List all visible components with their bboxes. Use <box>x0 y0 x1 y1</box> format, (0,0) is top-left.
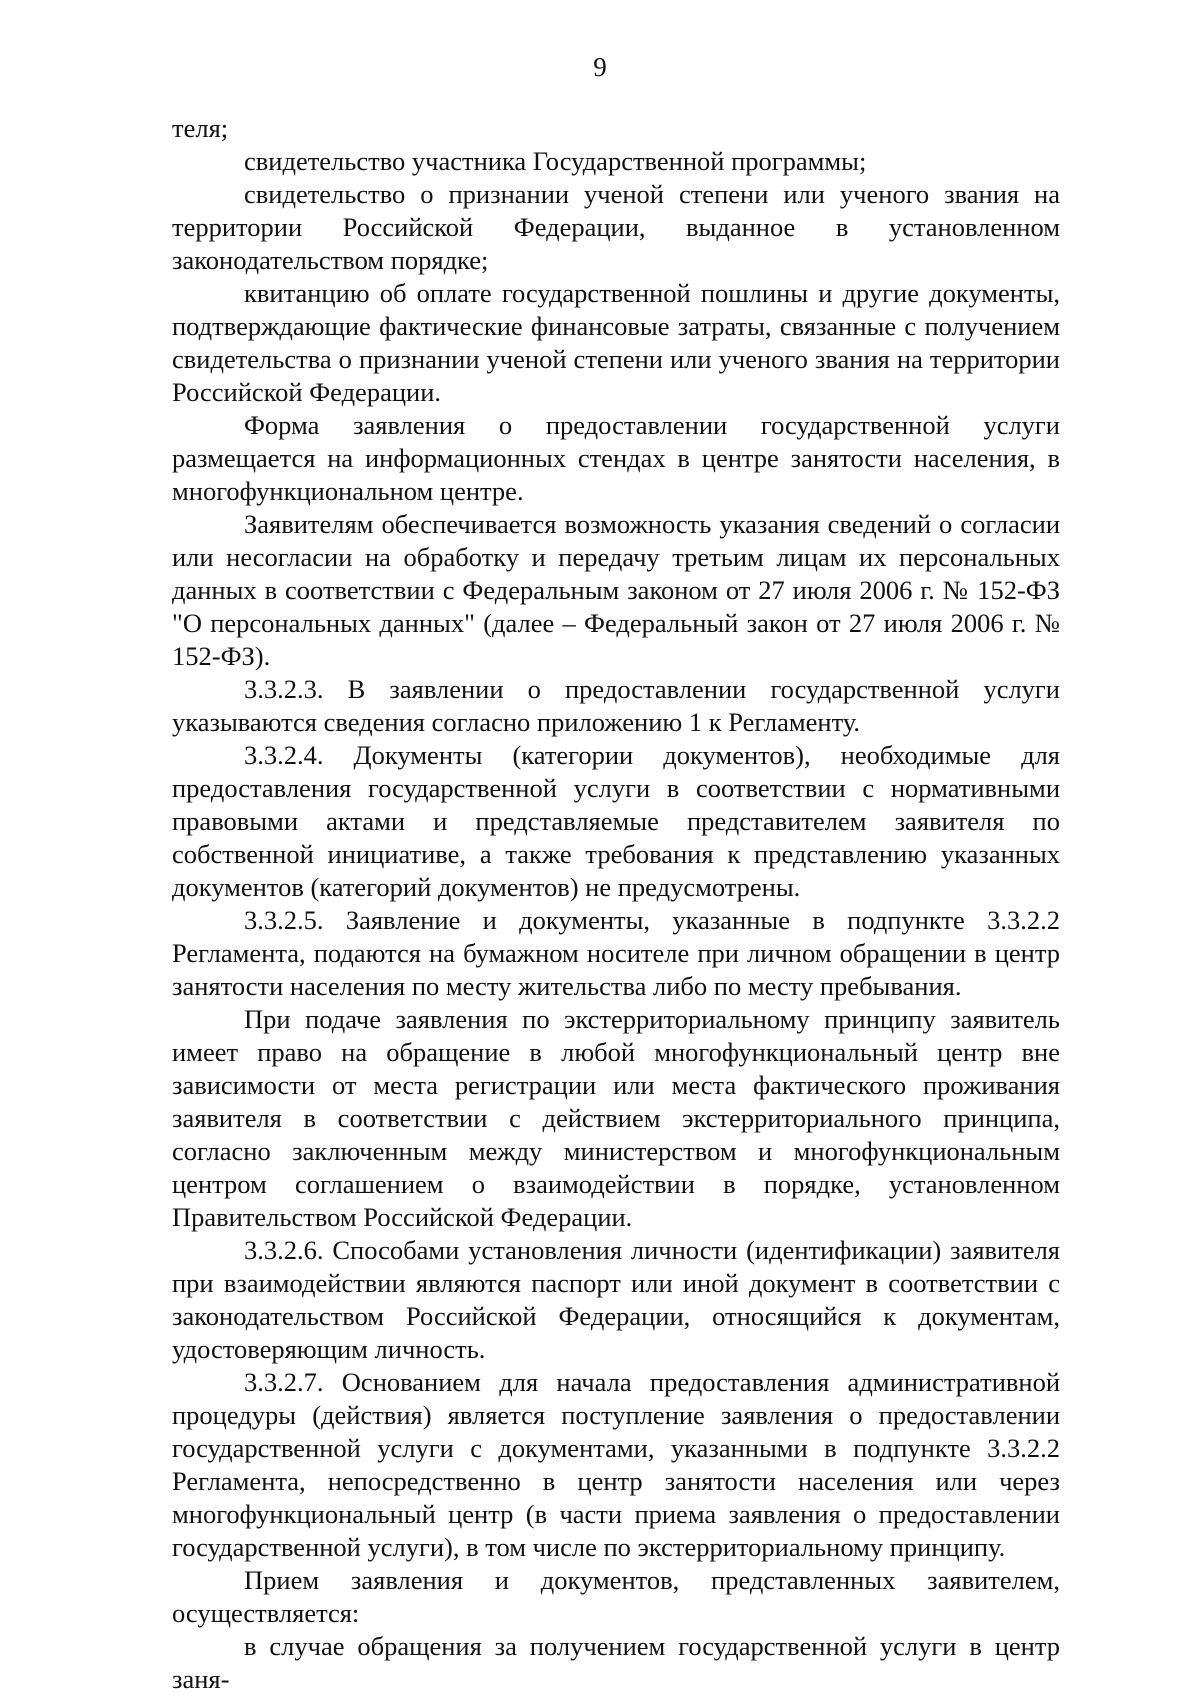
paragraph-reception: Прием заявления и документов, представленных заявителем, осуществляется: <box>172 1565 1060 1628</box>
paragraph-3-3-2-4: 3.3.2.4. Документы (категории документов), необходимые для предоставления государственной услуги в соответствии с нормативными правовыми актами и представляемые представителем заявителя по собственной инициативе, а также требования к представлению указанных документов (категорий документов) не предусмотрены. <box>172 740 1060 902</box>
paragraph-3-3-2-3: 3.3.2.3. В заявлении о предоставлении государственной услуги указываются сведения согласно приложению 1 к Регламенту. <box>172 674 1060 737</box>
paragraph-3-3-2-6: 3.3.2.6. Способами установления личности (идентификации) заявителя при взаимодействии являются паспорт или иной документ в соответствии с законодательством Российской Федерации, относящийся к документам, удостоверяющим личность. <box>172 1235 1060 1364</box>
paragraph-participant-certificate: свидетельство участника Государственной программы; <box>244 146 867 176</box>
page-number: 9 <box>593 52 607 82</box>
paragraph-application-form: Форма заявления о предоставлении государственной услуги размещается на информационных стендах в центре занятости населения, в многофункциональном центре. <box>172 410 1060 506</box>
paragraph-personal-data-consent: Заявителям обеспечивается возможность указания сведений о согласии или несогласии на обработку и передачу третьим лицам их персональных данных в соответствии с Федеральным законом от 27 июля 2006 г. № 152-ФЗ "О персональных данных" (далее – Федеральный закон от 27 июля 2006 г. № 152-ФЗ). <box>172 509 1060 671</box>
paragraph-3-3-2-7: 3.3.2.7. Основанием для начала предоставления административной процедуры (действия) является поступление заявления о предоставлении государственной услуги с документами, указанными в подпункте 3.3.2.2 Регламента, непосредственно в центр занятости населения или через многофункциональный центр (в части приема заявления о предоставлении государственной услуги), в том числе по экстерриториальному принципу. <box>172 1367 1060 1562</box>
paragraph-3-3-2-5: 3.3.2.5. Заявление и документы, указанные в подпункте 3.3.2.2 Регламента, подаются на бумажном носителе при личном обращении в центр занятости населения по месту жительства либо по месту пребывания. <box>172 905 1060 1001</box>
paragraph-continuation: теля; <box>172 113 229 143</box>
paragraph-degree-recognition-certificate: свидетельство о признании ученой степени или ученого звания на территории Российской Федерации, выданное в установленном законодательством порядке; <box>172 179 1060 275</box>
document-body <box>172 112 1060 1696</box>
paragraph-case-employment-center: в случае обращения за получением государственной услуги в центр заня- <box>172 1631 1060 1694</box>
paragraph-extraterritorial: При подаче заявления по экстерриториальному принципу заявитель имеет право на обращение в любой многофункциональный центр вне зависимости от места регистрации или места фактического проживания заявителя в соответствии с действием экстерриториального принципа, согласно заключенным между министерством и многофункциональным центром соглашением о взаимодействии в порядке, установленном Правительством Российской Федерации. <box>172 1004 1060 1232</box>
paragraph-fee-receipt: квитанцию об оплате государственной пошлины и другие документы, подтверждающие фактические финансовые затраты, связанные с получением свидетельства о признании ученой степени или ученого звания на территории Российской Федерации. <box>172 278 1060 407</box>
